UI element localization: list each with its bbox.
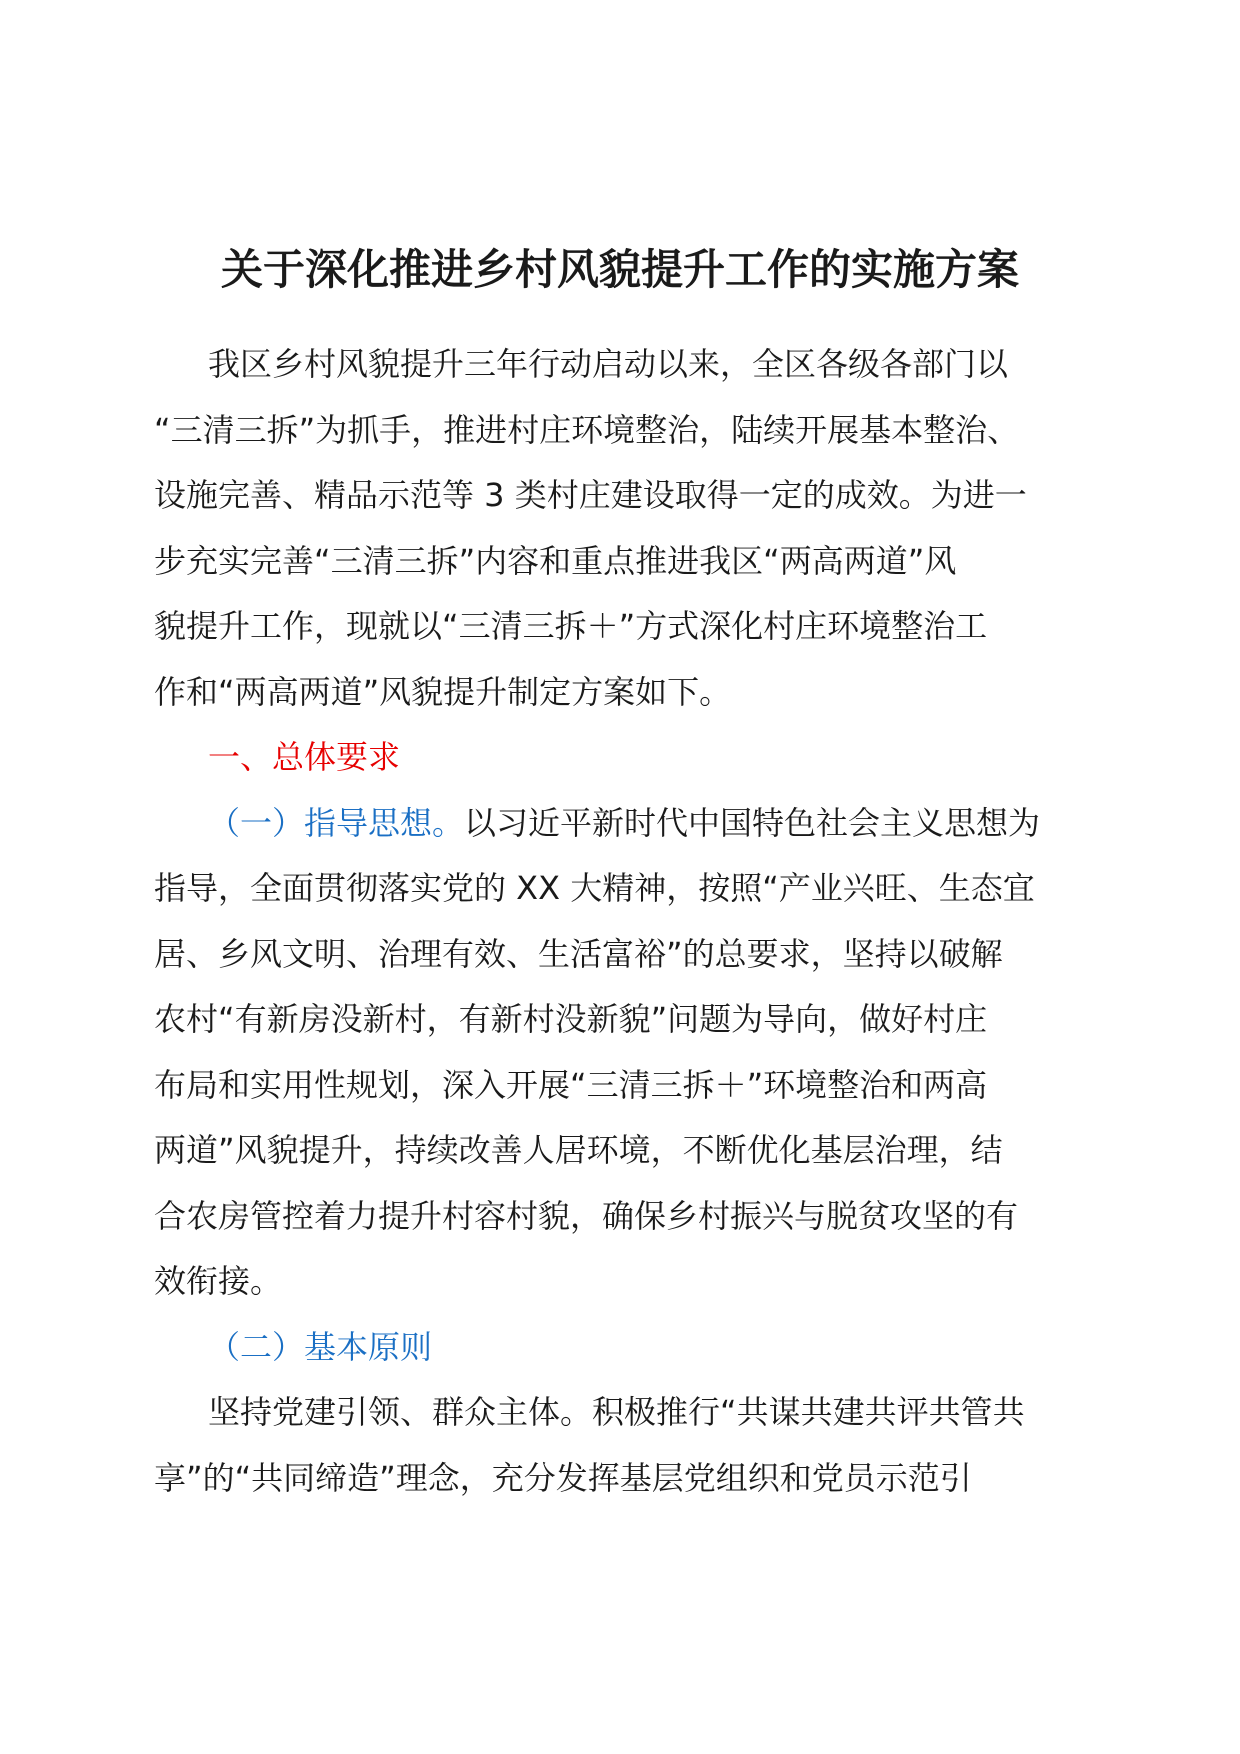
paragraph-2-line-1-text: 以习近平新时代中国特色社会主义思想为 [464,803,1041,842]
paragraph-1-line-5: 貌提升工作，现就以“三清三拆＋”方式深化村庄环境整治工 [154,607,988,645]
paragraph-2-line-2: 指导，全面贯彻落实党的 XX 大精神，按照“产业兴旺、生态宜 [154,869,1035,907]
paragraph-3-line-2: 享”的“共同缔造”理念，充分发挥基层党组织和党员示范引 [154,1458,972,1497]
section-heading-1: 一、总体要求 [208,738,401,776]
paragraph-2-line-1 [154,791,1084,857]
subheading-guiding-thought: （一）指导思想。 [208,803,465,842]
paragraph-1-line-1: 我区乡村风貌提升三年行动启动以来，全区各级各部门以 [208,345,1009,383]
paragraph-3-line-1: 坚持党建引领、群众主体。积极推行“共谋共建共评共管共 [208,1393,1025,1431]
paragraph-2-line-4: 农村“有新房没新村，有新村没新貌”问题为导向，做好村庄 [154,1000,988,1038]
paragraph-2-line-3: 居、乡风文明、治理有效、生活富裕”的总要求，坚持以破解 [154,934,1003,973]
paragraph-1-line-2: “三清三拆”为抓手，推进村庄环境整治，陆续开展基本整治、 [154,410,1020,449]
paragraph-2-line-6: 两道”风貌提升，持续改善人居环境，不断优化基层治理，结 [154,1131,1003,1169]
document-body [154,332,1084,1511]
paragraph-2-line-5: 布局和实用性规划，深入开展“三清三拆＋”环境整治和两高 [154,1065,988,1104]
paragraph-2-line-8: 效衔接。 [154,1262,283,1300]
paragraph-1-line-4: 步充实完善“三清三拆”内容和重点推进我区“两高两道”风 [154,541,957,580]
document-title: 关于深化推进乡村风貌提升工作的实施方案 [220,245,1019,294]
subheading-basic-principles: （二）基本原则 [208,1327,433,1366]
paragraph-2-line-7: 合农房管控着力提升村容村貌，确保乡村振兴与脱贫攻坚的有 [154,1196,1019,1235]
paragraph-1-line-3: 设施完善、精品示范等 3 类村庄建设取得一定的成效。为进一 [154,476,1027,514]
paragraph-1-line-6: 作和“两高两道”风貌提升制定方案如下。 [154,672,732,711]
